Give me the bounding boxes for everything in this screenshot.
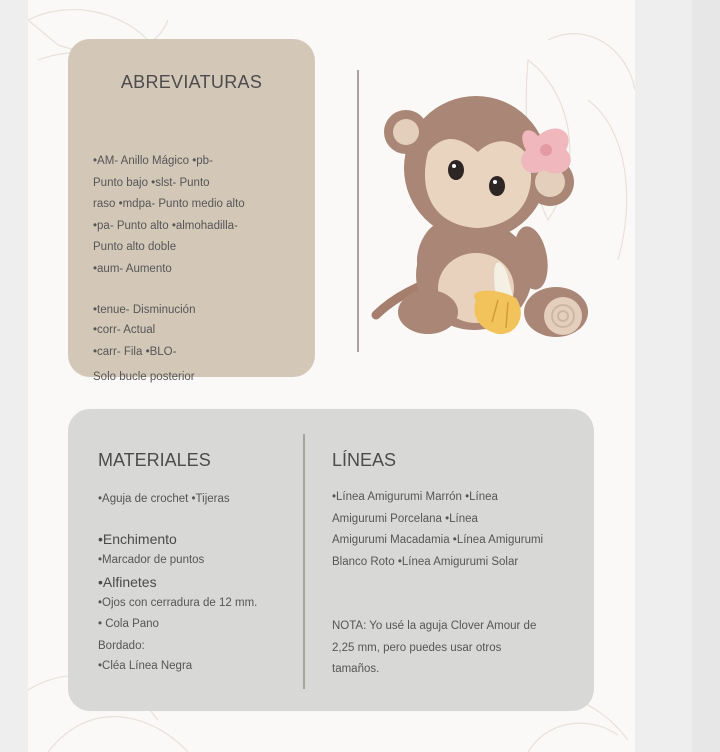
yarn-line: Blanco Roto •Línea Amigurumi Solar	[332, 555, 519, 568]
abbreviation-line: •carr- Fila •BLO-	[93, 346, 177, 358]
abbreviation-line: •corr- Actual	[93, 324, 156, 336]
materials-item: •Aguja de crochet •Tijeras	[98, 493, 230, 505]
abbreviation-line: •AM- Anillo Mágico •pb-	[93, 155, 213, 167]
materials-item: •Cléa Línea Negra	[98, 660, 193, 672]
monkey-amigurumi-illustration	[366, 90, 624, 352]
yarn-line: Amigurumi Porcelana •Línea	[332, 512, 478, 525]
materials-item: •Enchimento	[98, 531, 177, 547]
abbreviation-line: Punto alto doble	[93, 241, 177, 253]
abbreviations-list	[93, 151, 308, 280]
abbreviation-line: raso •mdpa- Punto medio alto	[93, 198, 245, 210]
abbreviations-list-2	[93, 301, 308, 391]
materials-item: • Cola Pano	[98, 618, 159, 630]
materials-item: •Ojos con cerradura de 12 mm.	[98, 597, 258, 609]
materials-item: Bordado:	[98, 640, 145, 652]
abbreviation-line: •tenue- Disminución	[93, 304, 196, 316]
materials-title: MATERIALES	[98, 450, 211, 470]
abbreviations-title: ABREVIATURAS	[120, 72, 263, 92]
vertical-divider	[357, 70, 359, 352]
pattern-page	[28, 0, 635, 752]
note-line: 2,25 mm, pero puedes usar otros	[332, 641, 502, 654]
lines-title: LÍNEAS	[332, 450, 397, 470]
materials-item: •Alfinetes	[98, 574, 157, 590]
materials-divider	[303, 434, 305, 689]
note-text	[332, 616, 536, 681]
note-line: NOTA: Yo usé la aguja Clover Amour de	[332, 620, 537, 632]
abbreviation-line: •pa- Punto alto •almohadilla-	[93, 219, 238, 232]
yarn-line: •Línea Amigurumi Marrón •Línea	[332, 491, 498, 503]
materials-item: •Marcador de puntos	[98, 554, 205, 566]
materials-card	[68, 409, 594, 711]
abbreviation-line: Solo bucle posterior	[93, 371, 195, 383]
abbreviation-line: Punto bajo •slst- Punto	[93, 176, 210, 189]
note-line: tamaños.	[332, 663, 380, 675]
abbreviations-card	[68, 39, 315, 383]
right-edge-strip	[692, 0, 720, 752]
abbreviation-line: •aum- Aumento	[93, 262, 172, 275]
yarn-lines-list	[332, 487, 543, 573]
yarn-line: Amigurumi Macadamia •Línea Amigurumi	[332, 534, 544, 546]
